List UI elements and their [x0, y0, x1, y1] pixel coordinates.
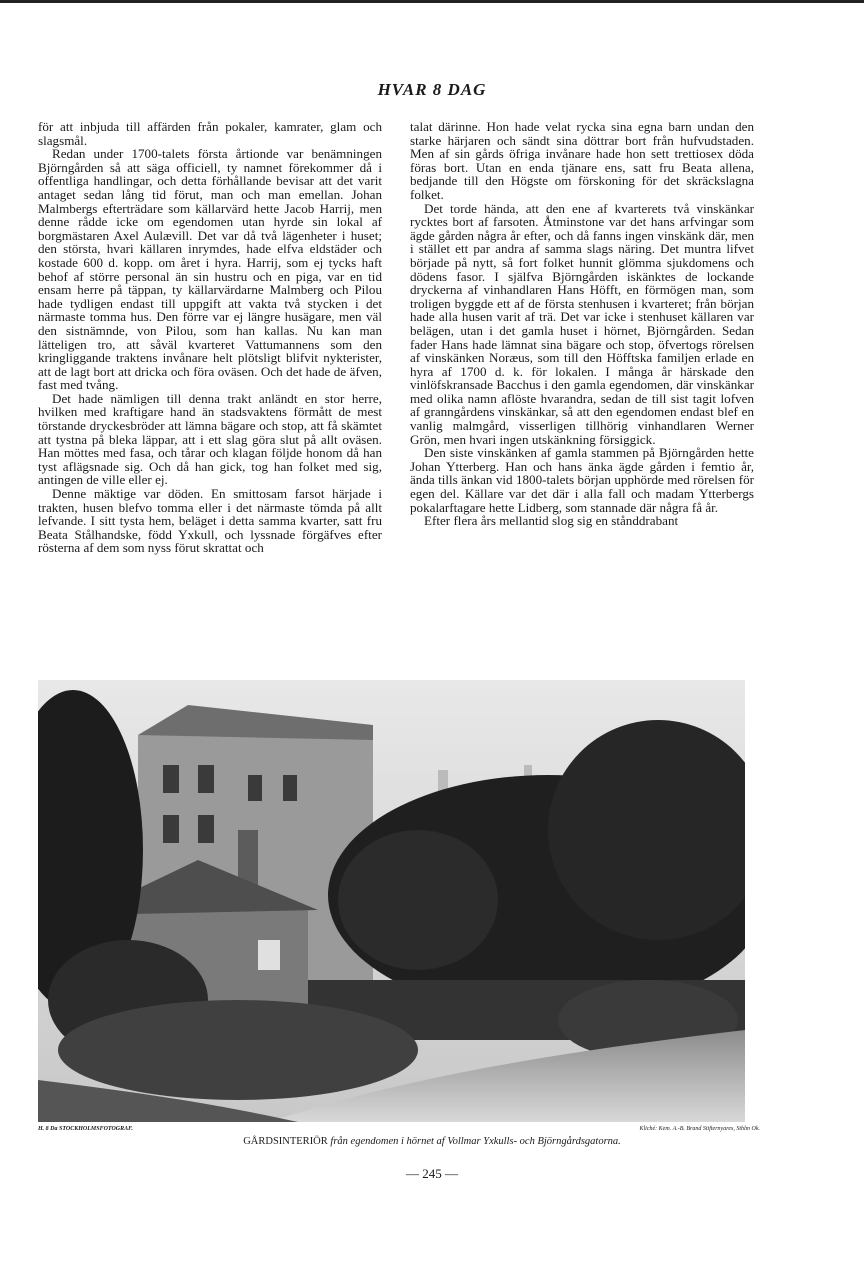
paragraph: Efter flera års mellantid slog sig en stånddrabant — [424, 513, 679, 529]
paragraph: för att inbjuda till affärden från pokaler, kamrater, glam och slagsmål. — [38, 119, 382, 148]
left-column — [38, 120, 382, 555]
page-header: HVAR 8 DAG — [377, 80, 487, 99]
page-number: — 245 — — [406, 1166, 458, 1181]
caption-rest: från egendomen i hörnet af Vollmar Yxkulls- och Björngårdsgatorna. — [327, 1136, 621, 1147]
right-column — [410, 120, 754, 528]
paragraph: Det torde hända, att den ene af kvarterets två vinskänkar rycktes bort af farsoten. Åtminstone var det hans arfvingar som ägde gården några år efter, och då fanns ingen vinskänk där, men i stället ett par andra af samma slags näring. Det muntra lifvet började på nytt, så fort folket hunnit glömma sjukdomens och dödens fasor. I själfva Björngården iskänktes de lockande dryckerna af vinhandlaren Hans Höfft, en förmögen man, som troligen byggde ett af de första stenhusen i kvarteret; från början hade alla husen varit af trä. Det var icke i stenhuset källaren var belägen, utan i det gamla huset i hörnet, Björngården. Sedan fader Hans hade lämnat sina bägare och stop, öfvertogs rörelsen af vinskänken Noræus, som till den Höfftska familjen erlade en hyra af 1700 d. k. för lokalen. I många år härskade den vinlöfskransade Bacchus i den gamla egendomen, där vinskänkar med olika namn aflöste hvarandra, sedan de till sist tagit lofven af granngårdens vinskänkar, så att den egendomen endast blef en vanlig malmgård, visserligen tillhörig vinhandlaren Werner Grön, men hvari ingen utskänkning försiggick. — [410, 200, 754, 447]
paragraph: Det hade nämligen till denna trakt anländt en stor herre, hvilken med kraftigare hand än stadsvaktens förmått de mest törstande dryckesbröder att lämna bägare och stop, att få skämtet att tystna på bleka läppar, att i ett slag göra slut på allt oväsen. Han möttes med fasa, och tårar och klagan följde honom då han tyst aflägsnade sig. Och då han gick, tog han folket med sig, antingen de ville eller ej. — [38, 390, 382, 488]
photo-credits — [38, 1126, 760, 1132]
photo-caption — [0, 1136, 864, 1147]
paragraph: Den siste vinskänken af gamla stammen på Björngården hette Johan Ytterberg. Han och hans änka ägde gården i femtio år, ända tills änkan vid 1800-talets början upphörde med rörelsen för egen del. Källare var det där i alla fall och madam Ytterbergs pokalarftagare hette Lidberg, som stannade där några få år. — [410, 445, 754, 515]
paragraph: Denne mäktige var döden. En smittosam farsot härjade i trakten, husen blefvo tomma eller i det närmaste tömda på allt lefvande. I sitt tysta hem, beläget i detta samma kvarter, satt fru Beata Stålhandske, född Yxkull, och lyssnade förgäfves efter rösterna af dem som nyss förut skrattat och — [38, 486, 382, 556]
top-rule — [0, 0, 864, 3]
engraver-credit: Kliché: Kem. A.-B. Brand Stifternyares, Sthlm Ok. — [639, 1126, 760, 1132]
photo-illustration — [38, 680, 745, 1122]
caption-lead: GÅRDSINTERIÖR — [243, 1136, 328, 1147]
photographer-credit: H. 8 Da STOCKHOLMSFOTOGRAF. — [38, 1126, 133, 1132]
paragraph: talat därinne. Hon hade velat rycka sina egna barn undan den starke härjaren och sändt sina döttrar bort från hufvudstaden. Men af sin gårds öfriga invånare hade hon sett trettiosex döda föras bort. Utan en enda tjänare ens, satt fru Beata allena, bedjande till den Högste om förskoning för det skräckslagna folket. — [410, 119, 754, 202]
courtyard-photo — [38, 680, 745, 1122]
paragraph: Redan under 1700-talets första årtionde var benämningen Björngården så att säga officiell, ty namnet förekommer då i offentliga handlingar, och detta förhållande bevisar att det varit antaget sedan lång tid förut, man och man emellan. Johan Malmbergs efterträdare som källarvärd hette Jacob Harrij, men denne rådde icke om egendomen utan hyrde sin lokal af borgmästaren Axel Aulævill. Det var då två lägenheter i huset; den största, hvari källaren inrymdes, hade elfva eldstäder och kostade 600 d. kopp. om året i hyra. Harrij, som ej tycks haft behof af större personal än sin hustru och en piga, var en tid ensam herre på täppan, ty källarvärdarne Malmberg och Pilou hade tydligen endast till uppgift att vakta två stycken i det närmaste tomma hus. Den förre var ej längre husägare, men väl den sistnämnde, von Pilou, som han kallas. Nu kan man lätteligen tro, att såväl kvarteret Vattumannens som den kringliggande traktens invånare helt plötsligt blifvit nykterister, att de lagt bort att dricka och föra oväsen. Och det hade de äfven, fast med tvång. — [38, 146, 382, 393]
